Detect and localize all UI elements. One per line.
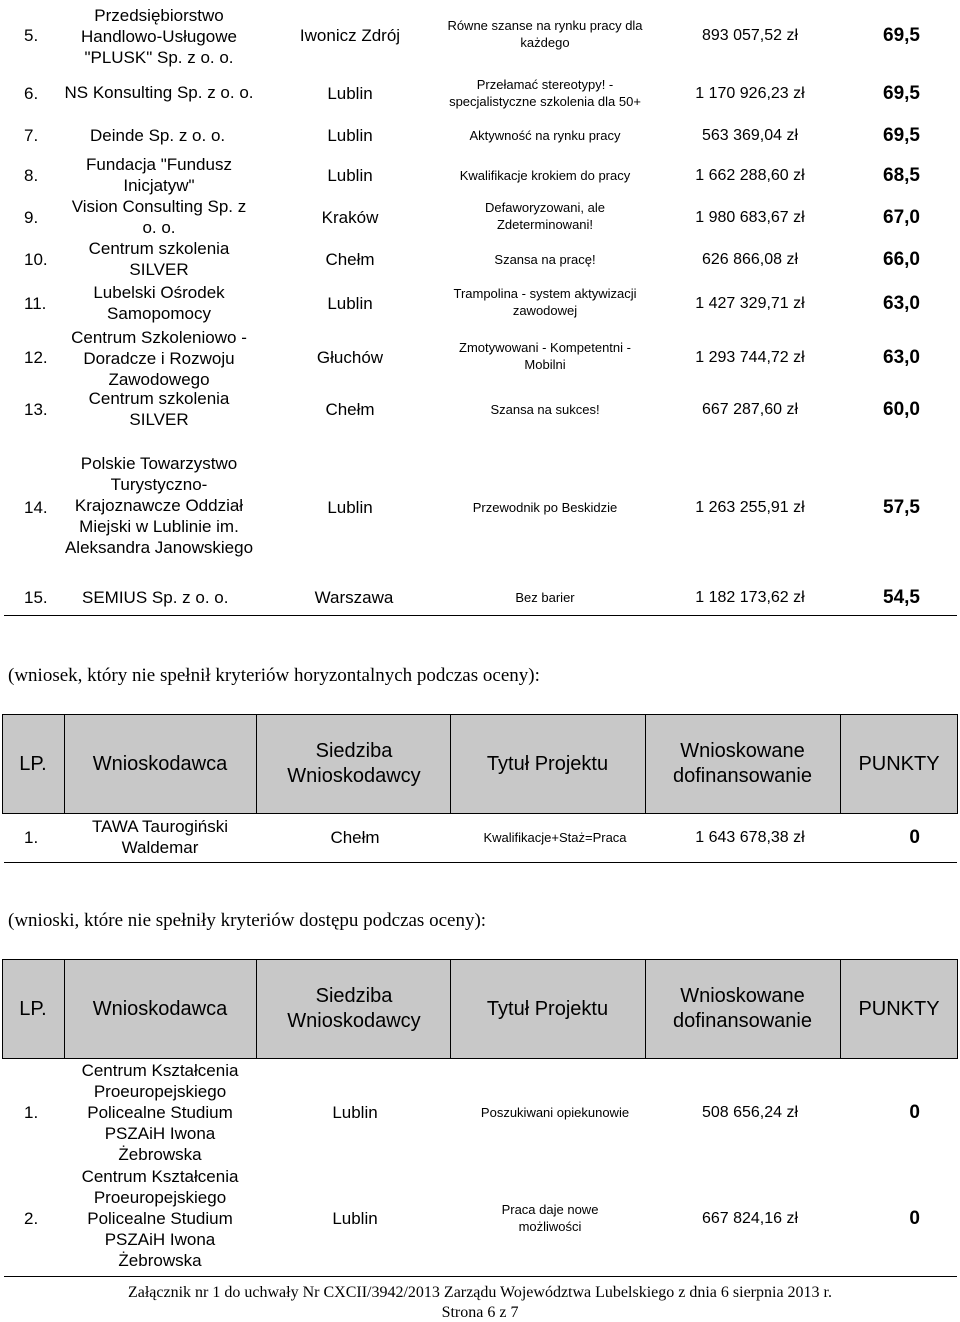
header-title: Tytuł Projektu: [486, 752, 609, 775]
row-applicant: NS Konsulting Sp. z o. o.: [64, 82, 254, 102]
row-points: 67,0: [883, 206, 920, 228]
page-number: Strona 6 z 7: [441, 1304, 519, 1321]
header-applicant: Wnioskodawca: [92, 997, 228, 1020]
row-lp: 5.: [24, 25, 39, 45]
section-caption-access: (wnioski, które nie spełniły kryteriów dostępu podczas oceny):: [8, 910, 487, 931]
row-lp: 8.: [24, 165, 39, 185]
row-points: 63,0: [883, 292, 920, 314]
row-lp: 13.: [24, 399, 48, 419]
header-amount: Wnioskowane dofinansowanie: [673, 740, 812, 787]
row-amount: 508 656,24 zł: [701, 1103, 799, 1121]
row-city: Lublin: [332, 1208, 378, 1228]
row-applicant: Lubelski Ośrodek Samopomocy: [93, 283, 225, 323]
header-points: PUNKTY: [858, 752, 940, 775]
row-city: Lublin: [327, 125, 373, 145]
row-amount: 667 287,60 zł: [701, 400, 799, 418]
row-amount: 1 293 744,72 zł: [695, 348, 805, 366]
header-lp: LP.: [19, 752, 47, 775]
row-applicant: Centrum szkolenia SILVER: [88, 239, 230, 279]
row-city: Lublin: [327, 497, 373, 517]
footer-divider: [4, 1276, 957, 1277]
row-lp: 15.: [24, 587, 48, 607]
section-caption-horizontal: (wniosek, który nie spełnił kryteriów horyzontalnych podczas oceny):: [8, 665, 540, 686]
header-points: PUNKTY: [858, 997, 940, 1020]
row-title: Praca daje nowe możliwości: [501, 1202, 599, 1234]
header-city: Siedziba Wnioskodawcy: [287, 985, 421, 1032]
row-lp: 12.: [24, 347, 48, 367]
row-city: Chełm: [330, 827, 380, 847]
row-applicant: Centrum Kształcenia Proeuropejskiego Policealne Studium PSZAiH Iwona Żebrowska: [81, 1060, 239, 1164]
header-lp: LP.: [19, 997, 47, 1020]
row-city: Chełm: [325, 399, 375, 419]
header-city: Siedziba Wnioskodawcy: [287, 740, 421, 787]
row-city: Lublin: [332, 1102, 378, 1122]
row-applicant: Centrum Szkoleniowo - Doradcze i Rozwoju Zawodowego: [71, 327, 247, 389]
row-title: Szansa na sukces!: [490, 401, 600, 417]
row-title: Równe szanse na rynku pracy dla każdego: [447, 18, 643, 50]
row-points: 0: [909, 826, 920, 848]
row-title: Kwalifikacje krokiem do pracy: [459, 167, 631, 183]
row-applicant: SEMIUS Sp. z o. o.: [82, 587, 229, 607]
row-title: Zmotywowani - Kompetentni - Mobilni: [459, 340, 631, 372]
row-amount: 1 427 329,71 zł: [695, 294, 805, 312]
column-divider: [256, 959, 257, 1059]
row-title: Aktywność na rynku pracy: [469, 127, 621, 143]
row-lp: 6.: [24, 83, 39, 103]
row-points: 69,5: [883, 82, 920, 104]
row-title: Kwalifikacje+Staż=Praca: [483, 829, 627, 845]
footer-attachment-note: Załącznik nr 1 do uchwały Nr CXCII/3942/2013 Zarządu Województwa Lubelskiego z dnia 6 sierpnia 2013 r.: [127, 1284, 832, 1301]
row-lp: 14.: [24, 497, 48, 517]
row-lp: 1.: [24, 827, 39, 847]
row-title: Przewodnik po Beskidzie: [472, 499, 618, 515]
row-points: 69,5: [883, 24, 920, 46]
row-applicant: Przedsiębiorstwo Handlowo-Usługowe "PLUSK" Sp. z o. o.: [81, 5, 237, 67]
row-title: Szansa na pracę!: [494, 251, 596, 267]
row-applicant: Fundacja "Fundusz Inicjatyw": [86, 155, 232, 195]
row-title: Przełamać stereotypy! - specjalistyczne szkolenia dla 50+: [449, 77, 641, 109]
row-applicant: TAWA Taurogiński Waldemar: [91, 817, 229, 857]
row-points: 0: [909, 1101, 920, 1123]
row-points: 54,5: [883, 586, 920, 608]
row-lp: 2.: [24, 1208, 39, 1228]
row-lp: 1.: [24, 1102, 39, 1122]
row-title: Poszukiwani opiekunowie: [480, 1104, 630, 1120]
row-title: Trampolina - system aktywizacji zawodowej: [453, 286, 637, 318]
row-city: Lublin: [327, 83, 373, 103]
header-applicant: Wnioskodawca: [92, 752, 228, 775]
row-lp: 11.: [24, 293, 47, 313]
header-amount: Wnioskowane dofinansowanie: [673, 985, 812, 1032]
table-divider: [4, 862, 957, 863]
column-divider: [256, 714, 257, 814]
column-divider: [645, 959, 646, 1059]
row-lp: 10.: [24, 249, 48, 269]
row-city: Iwonicz Zdrój: [299, 25, 401, 45]
row-points: 68,5: [883, 164, 920, 186]
row-applicant: Vision Consulting Sp. z o. o.: [71, 197, 247, 237]
row-city: Kraków: [321, 207, 379, 227]
row-city: Chełm: [325, 249, 375, 269]
header-title: Tytuł Projektu: [486, 997, 609, 1020]
row-city: Lublin: [327, 165, 373, 185]
row-applicant: Centrum szkolenia SILVER: [88, 389, 230, 429]
row-title: Bez barier: [515, 589, 575, 605]
row-amount: 1 263 255,91 zł: [695, 498, 805, 516]
row-city: Głuchów: [316, 347, 384, 367]
row-applicant: Polskie Towarzystwo Turystyczno-Krajoznawcze Oddział Miejski w Lublinie im. Aleksandra Janowskiego: [64, 453, 254, 557]
row-amount: 563 369,04 zł: [701, 126, 799, 144]
row-amount: 1 170 926,23 zł: [695, 84, 805, 102]
column-divider: [645, 714, 646, 814]
row-amount: 1 662 288,60 zł: [695, 166, 805, 184]
row-points: 63,0: [883, 346, 920, 368]
row-title: Defaworyzowani, ale Zdeterminowani!: [485, 200, 605, 232]
row-points: 0: [909, 1207, 920, 1229]
row-amount: 1 182 173,62 zł: [695, 588, 805, 606]
row-points: 66,0: [883, 248, 920, 270]
table-divider: [4, 615, 957, 616]
row-amount: 1 643 678,38 zł: [695, 828, 805, 846]
row-applicant: Deinde Sp. z o. o.: [90, 125, 226, 145]
row-points: 60,0: [883, 398, 920, 420]
row-points: 57,5: [883, 496, 920, 518]
row-amount: 893 057,52 zł: [701, 26, 799, 44]
row-city: Lublin: [327, 293, 373, 313]
row-applicant: Centrum Kształcenia Proeuropejskiego Policealne Studium PSZAiH Iwona Żebrowska: [81, 1166, 239, 1270]
row-amount: 667 824,16 zł: [701, 1209, 799, 1227]
row-amount: 626 866,08 zł: [701, 250, 799, 268]
row-lp: 9.: [24, 207, 39, 227]
row-points: 69,5: [883, 124, 920, 146]
row-amount: 1 980 683,67 zł: [695, 208, 805, 226]
row-city: Warszawa: [314, 587, 394, 607]
row-lp: 7.: [24, 125, 39, 145]
